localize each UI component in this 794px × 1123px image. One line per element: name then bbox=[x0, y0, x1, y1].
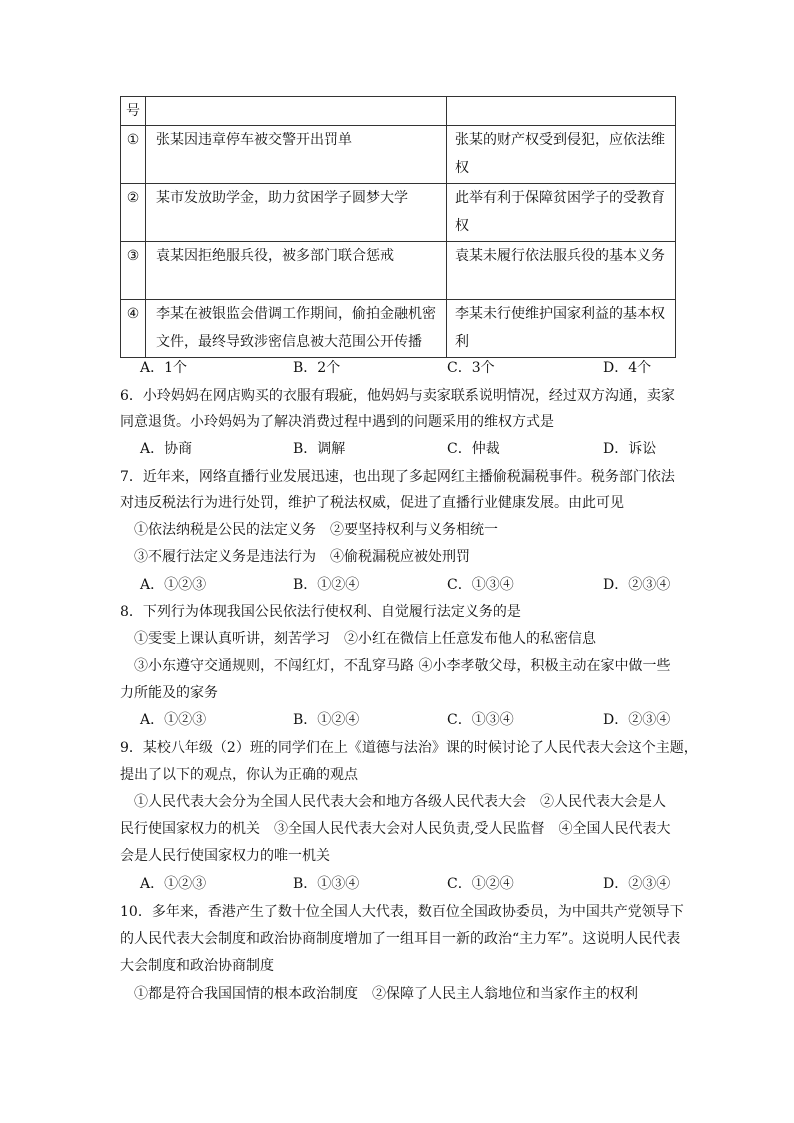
option-d: D．②③④ bbox=[603, 876, 671, 892]
q8-item-line: ③小东遵守交通规则，不闯红灯，不乱穿马路 ④小李孝敬父母，积极主动在家中做一些 bbox=[134, 658, 671, 674]
q6-stem-line: 同意退货。小玲妈妈为了解决消费过程中遇到的问题采用的维权方式是 bbox=[120, 414, 554, 430]
option-c: C．3个 bbox=[447, 360, 495, 376]
q9-item-line: 会是人民行使国家权力的唯一机关 bbox=[120, 848, 330, 864]
q9-stem-line: 提出了以下的观点，你认为正确的观点 bbox=[120, 767, 358, 783]
row-event: 某市发放助学金，助力贫困学子圆梦大学 bbox=[146, 184, 447, 242]
table-header-num: 号 bbox=[121, 97, 146, 126]
option-b: B．调解 bbox=[293, 441, 346, 457]
row-number: ③ bbox=[121, 242, 146, 300]
q6-stem-line: 6．小玲妈妈在网店购买的衣服有瑕疵，他妈妈与卖家联系说明情况，经过双方沟通，卖家 bbox=[120, 388, 675, 404]
option-b: B．①②④ bbox=[293, 712, 360, 728]
table-header-row bbox=[121, 97, 676, 126]
table-row bbox=[121, 126, 676, 184]
table-header-analysis bbox=[447, 97, 676, 126]
row-number: ④ bbox=[121, 300, 146, 358]
q10-stem-line: 大会制度和政治协商制度 bbox=[120, 958, 274, 974]
q9-stem-line: 9．某校八年级（2）班的同学们在上《道德与法治》课的时候讨论了人民代表大会这个主题， bbox=[120, 740, 698, 756]
row-number: ② bbox=[121, 184, 146, 242]
row-event: 李某在被银监会借调工作期间，偷拍金融机密文件，最终导致涉密信息被大范围公开传播 bbox=[146, 300, 447, 358]
q5-options bbox=[120, 357, 676, 379]
option-c: C．仲裁 bbox=[447, 441, 500, 457]
option-b: B．2个 bbox=[293, 360, 341, 376]
q9-item-line: ①人民代表大会分为全国人民代表大会和地方各级人民代表大会 ②人民代表大会是人 bbox=[134, 794, 666, 810]
option-a: A．①②③ bbox=[140, 577, 207, 593]
q8-stem-line: 8．下列行为体现我国公民依法行使权利、自觉履行法定义务的是 bbox=[120, 604, 521, 620]
option-d: D．诉讼 bbox=[603, 441, 657, 457]
q10-item-line: ①都是符合我国国情的根本政治制度 ②保障了人民主人翁地位和当家作主的权利 bbox=[134, 986, 638, 1002]
option-a: A．①②③ bbox=[140, 876, 207, 892]
row-analysis: 袁某未履行依法服兵役的基本义务 bbox=[447, 242, 676, 300]
table-row bbox=[121, 184, 676, 242]
row-event: 张某因违章停车被交警开出罚单 bbox=[146, 126, 447, 184]
q8-item-line: ①雯雯上课认真听讲，刻苦学习 ②小红在微信上任意发布他人的私密信息 bbox=[134, 631, 596, 647]
option-a: A．协商 bbox=[140, 441, 193, 457]
option-b: B．①②④ bbox=[293, 577, 360, 593]
option-a: A．1个 bbox=[140, 360, 188, 376]
q8-options bbox=[120, 709, 676, 731]
option-b: B．①③④ bbox=[293, 876, 360, 892]
row-analysis: 此举有利于保障贫困学子的受教育权 bbox=[447, 184, 676, 242]
q5-table bbox=[120, 96, 676, 358]
row-analysis: 李某未行使维护国家利益的基本权利 bbox=[447, 300, 676, 358]
table-row bbox=[121, 242, 676, 300]
option-d: D．②③④ bbox=[603, 577, 671, 593]
table-row bbox=[121, 300, 676, 358]
q10-stem-line: 10．多年来，香港产生了数十位全国人大代表，数百位全国政协委员，为中国共产党领导下 bbox=[120, 904, 684, 920]
option-c: C．①②④ bbox=[447, 876, 514, 892]
option-d: D．②③④ bbox=[603, 712, 671, 728]
q7-options bbox=[120, 574, 676, 596]
option-c: C．①③④ bbox=[447, 577, 514, 593]
row-number: ① bbox=[121, 126, 146, 184]
q7-stem-line: 7．近年来，网络直播行业发展迅速，也出现了多起网红主播偷税漏税事件。税务部门依法 bbox=[120, 469, 675, 485]
row-event: 袁某因拒绝服兵役，被多部门联合惩戒 bbox=[146, 242, 447, 300]
option-a: A．①②③ bbox=[140, 712, 207, 728]
q9-options bbox=[120, 873, 676, 895]
q7-stem-line: 对违反税法行为进行处罚，维护了税法权威，促进了直播行业健康发展。由此可见 bbox=[120, 495, 624, 511]
table-header-event bbox=[146, 97, 447, 126]
row-analysis: 张某的财产权受到侵犯，应依法维权 bbox=[447, 126, 676, 184]
q10-stem-line: 的人民代表大会制度和政治协商制度增加了一组耳目一新的政治“主力军”。这说明人民代表 bbox=[120, 931, 681, 947]
option-c: C．①③④ bbox=[447, 712, 514, 728]
option-d: D．4个 bbox=[603, 360, 652, 376]
q9-item-line: 民行使国家权力的机关 ③全国人民代表大会对人民负责,受人民监督 ④全国人民代表大 bbox=[120, 821, 671, 837]
q7-item-line: ①依法纳税是公民的法定义务 ②要坚持权利与义务相统一 bbox=[134, 522, 498, 538]
q6-options bbox=[120, 438, 676, 460]
q7-item-line: ③不履行法定义务是违法行为 ④偷税漏税应被处刑罚 bbox=[134, 549, 470, 565]
q8-item-line: 力所能及的家务 bbox=[120, 685, 218, 701]
